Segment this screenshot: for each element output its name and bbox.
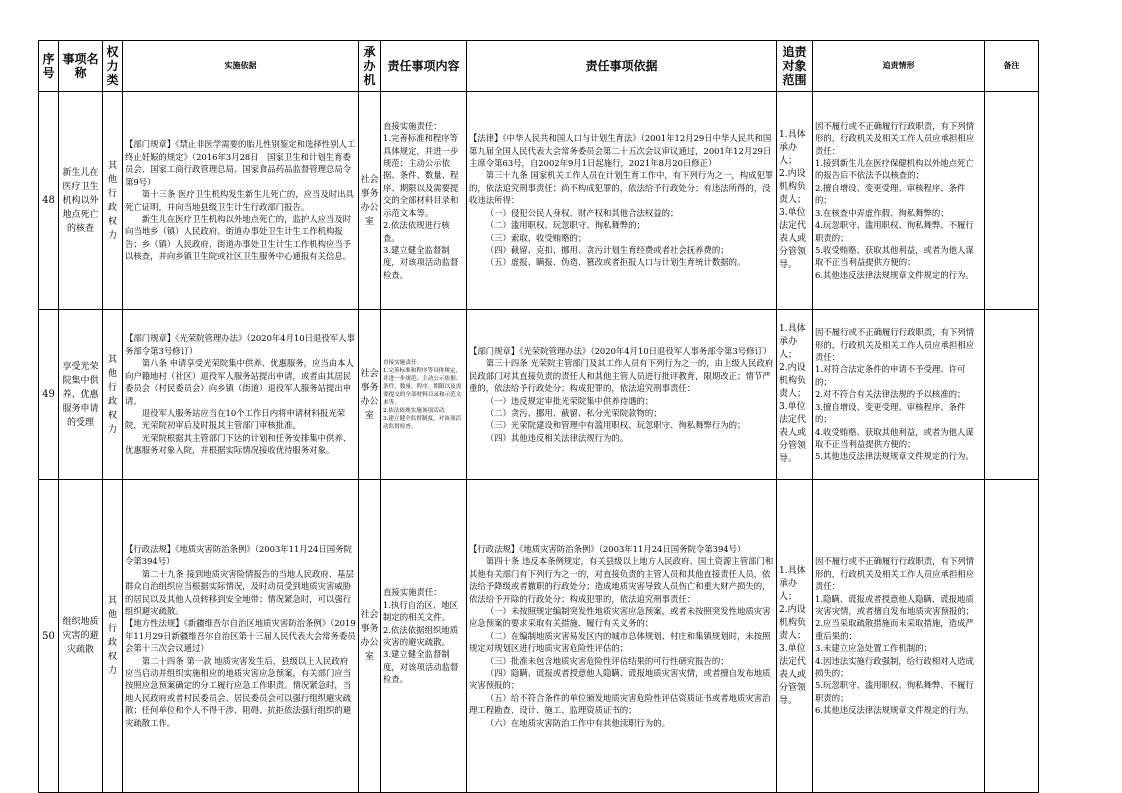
resp-content-paragraph: 2.依法依据组织地质灾害的避灾疏散。 bbox=[383, 624, 458, 647]
target-cell bbox=[777, 480, 813, 793]
target-text bbox=[777, 127, 812, 274]
situation-text bbox=[813, 118, 984, 283]
item-name: 组织地质灾害的避灾疏散 bbox=[62, 617, 99, 655]
resp-basis-paragraph: （二）滥用职权、玩忽职守、徇私舞弊的； bbox=[485, 220, 645, 231]
situation-item: 3.擅自增设、变更受理、审核程序、条件的； bbox=[815, 401, 966, 425]
resp-basis-paragraph: （三）光荣院建设和管理中有滥用职权、玩忽职守、徇私舞弊行为的； bbox=[485, 420, 746, 431]
situation-item: 4.收受贿赂、获取其他利益，或者为他人谋取不正当利益提供方便的； bbox=[815, 426, 974, 449]
resp-content-text bbox=[381, 357, 466, 433]
notes-cell bbox=[985, 310, 1039, 480]
item-name: 享受光荣院集中供养、优惠服务申请的受理 bbox=[62, 361, 99, 428]
situation-text bbox=[813, 324, 984, 464]
header-basis: 实施依据 bbox=[123, 41, 359, 92]
table-row bbox=[39, 310, 1039, 480]
resp-basis-paragraph: （五）虚报、瞒报、伪造、篡改或者拒报人口与计划生育统计数据的。 bbox=[485, 257, 746, 268]
situation-item: 因不履行或不正确履行行政职责，有下列情形的，行政机关及相关工作人员应承担相应责任： bbox=[815, 327, 975, 363]
seq-cell: 49 bbox=[39, 310, 59, 480]
resp-basis-paragraph: （六）在地质灾害防治工作中有其他渎职行为的。 bbox=[485, 717, 671, 728]
resp-content-paragraph: 3.建立健全监督制度，对该项活动监督检查。 bbox=[383, 649, 459, 685]
resp-basis-paragraph: （三）索取、收受贿赂的； bbox=[485, 232, 587, 243]
unit-cell bbox=[359, 310, 381, 480]
situation-item: 1.对符合法定条件的申请不予受理、许可的； bbox=[815, 364, 966, 387]
basis-paragraph: 【部门规章】《光荣院管理办法》（2020年4月10日退役军人事务部令第3号修订） bbox=[125, 333, 355, 356]
situation-item: 6.其他违反法律法规规章文件规定的行为。 bbox=[815, 269, 974, 280]
resp-content-cell bbox=[381, 92, 467, 310]
basis-paragraph: 第二十四条 第一款 地质灾害发生后，县级以上人民政府应当启动并组织实施相应的地质灾害应急预案，有关部门应当按照应急预案确定的分工履行应急工作职责。情况紧急时，当地人民政府或者村民委员会、居民委员会可以强行组织避灾疏散；任何单位和个人不得干涉、阻碍、抗拒依法强行组织的避灾疏散工作。 bbox=[125, 655, 352, 728]
header-power-type: 权力类 bbox=[103, 41, 123, 92]
resp-content-paragraph: 2.依法依规进行核查。 bbox=[383, 220, 450, 243]
situation-item: 1.隐瞒、谎报或者授意他人隐瞒、谎报地质灾害灾情，或者擅自发布地质灾害预报的； bbox=[815, 593, 975, 616]
situation-item: 1.接到新生儿在医疗保健机构以外地点死亡的报告后不依法予以核查的； bbox=[815, 158, 974, 181]
target-cell bbox=[777, 92, 813, 310]
resp-basis-paragraph: （一）未按照规定编制突发性地质灾害应急预案，或者未按照突发性地质灾害应急预案的要求采取有关措施、履行有关义务的； bbox=[469, 605, 771, 629]
resp-content-paragraph: 直接实施责任： bbox=[383, 359, 423, 366]
basis-cell bbox=[123, 480, 359, 793]
basis-paragraph: 第八条 申请享受光荣院集中供养、优惠服务，应当由本人向户籍地村（社区）退役军人服务站提出申请，或者由其居民委员会（村民委员会）向乡镇（街道）退役军人服务站提出申请。 bbox=[125, 358, 354, 406]
target-item: 2.内设机构负责人； bbox=[779, 604, 807, 641]
resp-basis-text bbox=[467, 343, 776, 446]
notes-cell bbox=[985, 480, 1039, 793]
resp-content-paragraph: 3.建立健全监督制度，对该项活动监督检查。 bbox=[383, 415, 462, 430]
situation-item: 6.其他违反法律法规规章文件规定的行为。 bbox=[815, 705, 974, 716]
power-list-table bbox=[38, 40, 1039, 793]
target-item: 2.内设机构负责人； bbox=[779, 169, 807, 205]
resp-content-paragraph: 1.完善标准和程序等具体规定，并进一步规范；主动公示依据、条件、数量、程序、期限以及需要提交的全部材料目录和示范文本等。 bbox=[383, 367, 462, 406]
situation-item: 2.对不符合有关法律法规的予以核准的； bbox=[815, 389, 966, 400]
resp-basis-text bbox=[467, 130, 776, 270]
resp-basis-paragraph: （一）违反规定审批光荣院集中供养待遇的； bbox=[485, 395, 654, 406]
situation-item: 2.应当采取疏散措施而未采取措施，造成严重后果的； bbox=[815, 618, 974, 641]
resp-basis-paragraph: 第三十九条 国家机关工作人员在计划生育工作中，有下列行为之一，构成犯罪的，依法追究刑事责任；尚不构成犯罪的，依法给予行政处分；有违法所得的，没收违法所得： bbox=[469, 170, 774, 206]
basis-paragraph: 第十三条 医疗卫生机构发生新生儿死亡的，应当及时出具死亡证明，并向当地县级卫生计生行政部门报告。 bbox=[125, 189, 354, 212]
target-item: 3.单位法定代表人或分管领导。 bbox=[779, 643, 807, 706]
seq-cell: 48 bbox=[39, 92, 59, 310]
situation-item: 4.玩忽职守、滥用职权、徇私舞弊、不履行职责的； bbox=[815, 220, 974, 243]
situation-cell bbox=[813, 92, 985, 310]
power-type-cell bbox=[103, 92, 123, 310]
resp-content-paragraph: 3.建立健全监督制度，对该项活动监督检查。 bbox=[383, 244, 459, 280]
target-item: 1.具体承办人； bbox=[779, 565, 806, 602]
header-seq: 序号 bbox=[39, 41, 59, 92]
power-type-cell bbox=[103, 310, 123, 480]
situation-text bbox=[813, 553, 984, 718]
table-row bbox=[39, 480, 1039, 793]
unit-cell bbox=[359, 480, 381, 793]
target-text bbox=[777, 321, 812, 468]
header-resp-content: 责任事项内容 bbox=[381, 41, 467, 92]
resp-basis-paragraph: （五）给不符合条件的单位颁发地质灾害危险性评估资质证书或者地质灾害治理工程勘查、设计、施工、监理资质证书的； bbox=[469, 692, 771, 716]
header-unit: 承办机 bbox=[359, 41, 381, 92]
target-text bbox=[777, 563, 812, 710]
resp-basis-paragraph: （三）批准未包含地质灾害危险性评估结果的可行性研究报告的； bbox=[485, 655, 729, 666]
resp-content-text bbox=[381, 118, 466, 283]
resp-basis-cell bbox=[467, 480, 777, 793]
basis-text bbox=[123, 136, 358, 264]
basis-paragraph: 【部门规章】《禁止非医学需要的胎儿性别鉴定和选择性别人工终止妊娠的规定》（2016年3月28日 国家卫生和计划生育委员会、国家工商行政管理总局、国家食品药品监督管理总局令第9号） bbox=[125, 139, 356, 187]
resp-content-text bbox=[381, 584, 466, 687]
resp-basis-paragraph: （四）隐瞒、谎报或者授意他人隐瞒、谎报地质灾害灾情，或者擅自发布地质灾害预报的； bbox=[469, 668, 771, 691]
header-resp-basis: 责任事项依据 bbox=[467, 41, 777, 92]
resp-basis-paragraph: 【法律】《中华人民共和国人口与计划生育法》（2001年12月29日中华人民共和国第九届全国人民代表大会常务委员会第二十五次会议审议通过，2001年12月29日主席令第63号，自2002年9月1日起施行，2021年8月20日修正） bbox=[469, 133, 772, 169]
situation-item: 5.玩忽职守、滥用职权、徇私舞弊、不履行职责的； bbox=[815, 680, 974, 703]
target-cell bbox=[777, 310, 813, 480]
unit-cell bbox=[359, 92, 381, 310]
situation-cell bbox=[813, 310, 985, 480]
target-item: 1.具体承办人； bbox=[779, 130, 806, 166]
power-type: 其他行政权力 bbox=[107, 160, 117, 241]
resp-basis-paragraph: （一）侵犯公民人身权、财产权和其他合法权益的； bbox=[485, 207, 679, 218]
header-situation: 追责情形 bbox=[813, 41, 985, 92]
unit-name: 社会事务办公室 bbox=[360, 174, 379, 227]
item-name-cell bbox=[59, 480, 103, 793]
situation-item: 4.因违法实施行政强制，给行政相对人造成损失的； bbox=[815, 655, 974, 679]
situation-item: 3.未建立应急处置工作机制的； bbox=[815, 643, 932, 654]
resp-basis-paragraph: （四）截留、克扣、挪用、贪污计划生育经费或者社会抚养费的； bbox=[485, 244, 729, 255]
header-row bbox=[39, 41, 1039, 92]
unit-name: 社会事务办公室 bbox=[360, 610, 379, 662]
resp-basis-text bbox=[467, 541, 776, 731]
resp-content-paragraph: 直接实施责任： bbox=[383, 587, 442, 598]
resp-basis-paragraph: （二）贪污、挪用、截留、私分光荣院款物的； bbox=[485, 407, 662, 418]
resp-content-paragraph: 1.完善标准和程序等具体规定，并进一步规范；主动公示依据、条件、数量、程序、期限以及需要提交的全部材料目录和示范文本等。 bbox=[383, 133, 459, 218]
header-notes: 备注 bbox=[985, 41, 1039, 92]
resp-basis-cell bbox=[467, 92, 777, 310]
resp-basis-paragraph: 【部门规章】《光荣院管理办法》（2020年4月10日退役军人事务部令第3号修订） bbox=[469, 345, 772, 356]
seq-cell: 50 bbox=[39, 480, 59, 793]
item-name-cell bbox=[59, 92, 103, 310]
situation-item: 因不履行或不正确履行行政职责，有下列情形的，行政机关及相关工作人员应承担相应责任： bbox=[815, 120, 975, 156]
resp-basis-paragraph: （二）在编制地质灾害易发区内的城市总体规划、村庄和集镇规划时，未按照规定对规划区进行地质灾害危险性评估的； bbox=[469, 630, 771, 654]
basis-cell bbox=[123, 92, 359, 310]
table-row bbox=[39, 92, 1039, 310]
unit-name: 社会事务办公室 bbox=[360, 368, 379, 421]
resp-basis-paragraph: （四）其他违反相关法律法规行为的。 bbox=[485, 432, 629, 443]
basis-paragraph: 光荣院根据其主管部门下达的计划和任务安排集中供养、优惠服务对象入院，并根据实际情况接收优待服务对象。 bbox=[125, 432, 352, 456]
basis-paragraph: 【行政法规】《地质灾害防治条例》（2003年11月24日国务院令第394号） bbox=[125, 543, 352, 567]
basis-paragraph: 新生儿在医疗卫生机构以外地点死亡的，监护人应当及时向当地乡（镇）人民政府、街道办事处卫生计生工作机构报告；乡（镇）人民政府、街道办事处卫生计生工作机构应当予以核查，并向乡镇卫生院或社区卫生服务中心通报有关信息。 bbox=[125, 213, 352, 262]
resp-basis-cell bbox=[467, 310, 777, 480]
basis-text bbox=[123, 330, 358, 458]
header-name: 事项名称 bbox=[59, 41, 103, 92]
situation-item: 2.擅自增设、变更受理、审核程序、条件的； bbox=[815, 182, 966, 206]
basis-paragraph: 退役军人服务站应当在10个工作日内将申请材料报光荣院，光荣院初审后及时报其主管部门审核批准。 bbox=[125, 407, 346, 431]
situation-item: 因不履行或不正确履行行政职责，有下列情形的，行政机关及相关工作人员应承担相应责任： bbox=[815, 556, 975, 592]
basis-text bbox=[123, 541, 358, 731]
situation-item: 3.在核查中弄虚作假、徇私舞弊的； bbox=[815, 207, 949, 218]
resp-content-paragraph: 直接实施责任： bbox=[383, 120, 442, 131]
target-item: 3.单位法定代表人或分管领导。 bbox=[779, 208, 807, 270]
item-name: 新生儿在医疗卫生机构以外地点死亡的核查 bbox=[62, 167, 99, 234]
basis-paragraph: 第二十九条 接到地质灾害险情报告的当地人民政府、基层群众自治组织应当根据实际情况，及时动员受到地质灾害威胁的居民以及其他人员转移到安全地带；情况紧急时，可以强行组织避灾疏散。 bbox=[125, 568, 354, 616]
situation-cell bbox=[813, 480, 985, 793]
resp-basis-paragraph: 第四十条 违反本条例规定，有关县级以上地方人民政府、国土资源主管部门和其他有关部门有下列行为之一的，对直接负责的主管人员和其他直接责任人员，依法给予降级或者撤职的行政处分；造成地质灾害导致人员伤亡和重大财产损失的，依法给予开除的行政处分；构成犯罪的，依法追究刑事责任： bbox=[469, 556, 774, 604]
resp-content-cell bbox=[381, 480, 467, 793]
resp-basis-paragraph: 【行政法规】《地质灾害防治条例》（2003年11月24日国务院令第394号） bbox=[469, 543, 746, 554]
target-item: 1.具体承办人； bbox=[779, 324, 806, 360]
resp-basis-paragraph: 第三十四条 光荣院主管部门及其工作人员有下列行为之一的，由上级人民政府民政部门对其直接负责的责任人和其他主管人员进行批评教育，限期改正；情节严重的，依法给予行政处分；构成犯罪的，依法追究刑事责任： bbox=[469, 358, 774, 394]
target-item: 3.单位法定代表人或分管领导。 bbox=[779, 402, 807, 464]
target-item: 2.内设机构负责人； bbox=[779, 363, 807, 399]
situation-item: 5.其他违反法律法规规章文件规定的行为。 bbox=[815, 451, 974, 462]
resp-content-paragraph: 1.执行自治区、地区制定的相关文件。 bbox=[383, 599, 458, 623]
basis-cell bbox=[123, 310, 359, 480]
notes-cell bbox=[985, 92, 1039, 310]
power-type: 其他行政权力 bbox=[107, 354, 117, 435]
resp-content-cell bbox=[381, 310, 467, 480]
resp-content-paragraph: 2.依法依规实施该项活动。 bbox=[383, 407, 450, 414]
power-type-cell bbox=[103, 480, 123, 793]
basis-paragraph: 【地方性法规】《新疆维吾尔自治区地质灾害防治条例》（2019年11月29日新疆维吾尔自治区第十三届人民代表大会常务委员会第十三次会议通过） bbox=[125, 618, 356, 654]
situation-item: 5.收受贿赂、获取其他利益，或者为他人谋取不正当利益提供方便的； bbox=[815, 244, 974, 268]
header-target: 追责对象范围 bbox=[777, 41, 813, 92]
item-name-cell bbox=[59, 310, 103, 480]
power-type: 其他行政权力 bbox=[107, 596, 117, 676]
